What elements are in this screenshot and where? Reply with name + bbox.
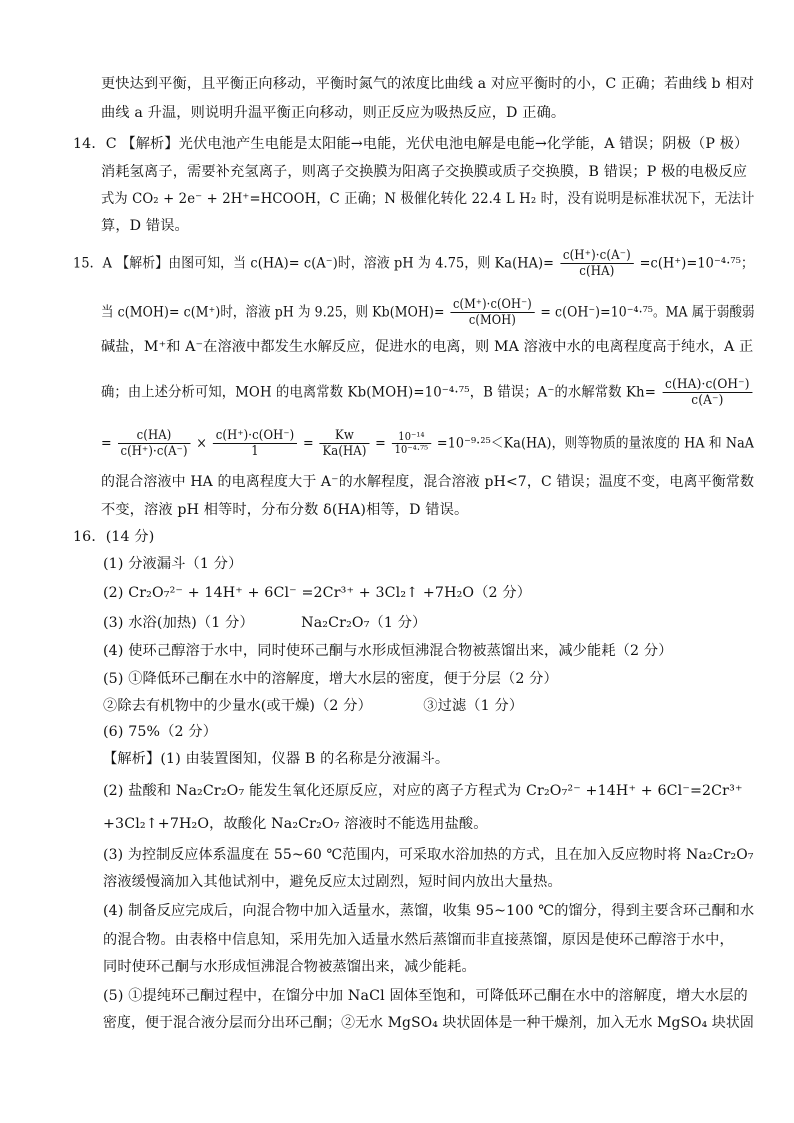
fraction-numerator: 10⁻¹⁴ [392, 431, 431, 444]
text-segment: = c(OH⁻)=10⁻⁴·⁷⁵。MA 属于弱酸弱 [540, 304, 755, 321]
answer-15-line [73, 248, 754, 279]
fraction-numerator: c(H⁺)·c(A⁻) [560, 248, 633, 264]
answer-14-line: 14．C 【解析】光伏电池产生电能是太阳能→电能，光伏电池电解是电能→化学能，A 错误；阴极（P 极） [73, 136, 749, 152]
text-line: 的混合物。由表格中信息知，采用先加入适量水然后蒸馏而非直接蒸馏，原因是使环己醇溶于水中， [103, 932, 734, 948]
fraction-denominator: c(H⁺)·c(A⁻) [120, 444, 188, 459]
text-line: (4) 使环己醇溶于水中，同时使环己酮与水形成恒沸混合物被蒸馏出来，减少能耗（2 分） [103, 643, 673, 659]
fraction-denominator: c(A⁻) [691, 393, 724, 408]
text-line [101, 428, 754, 459]
text-line: (2) Cr₂O₇²⁻ + 14H⁺ + 6Cl⁻ =2Cr³⁺ + 3Cl₂↑ +7H₂O（2 分） [103, 585, 532, 601]
equals-sign: = [303, 435, 314, 452]
fraction-numerator: c(M⁺)·c(OH⁻) [450, 297, 534, 313]
text-line [103, 613, 426, 633]
text-line: 不变，溶液 pH 相等时，分布分数 δ(HA)相等，D 错误。 [101, 502, 469, 518]
text-segment: ②除去有机物中的少量水(或干燥)（2 分） [103, 698, 372, 714]
text-line: (4) 制备反应完成后，向混合物中加入适量水，蒸馏，收集 95~100 ℃的馏分，得到主要含环己酮和水 [103, 903, 755, 919]
fraction-numerator: c(HA)·c(OH⁻) [662, 377, 752, 393]
text-line: 【解析】(1) 由装置图知，仪器 B 的名称是分液漏斗。 [103, 751, 450, 767]
text-line: 更快达到平衡，且平衡正向移动，平衡时氮气的浓度比曲线 a 对应平衡时的小，C 正确；若曲线 b 相对 [101, 76, 755, 92]
fraction-kh [662, 377, 752, 408]
text-segment: = [101, 435, 112, 452]
fraction-3 [320, 428, 369, 459]
text-line: 算，D 错误。 [101, 218, 189, 234]
text-line: 曲线 a 升温，则说明升温平衡正向移动，则正反应为吸热反应，D 正确。 [101, 105, 566, 121]
fraction-denominator: 1 [251, 444, 259, 459]
text-segment: ③过滤（1 分） [423, 698, 524, 714]
text-line: 溶液缓慢滴加入其他试剂中，避免反应太过剧烈，短时间内放出大量热。 [103, 874, 562, 890]
fraction-2 [213, 428, 297, 459]
text-line: (1) 分液漏斗（1 分） [103, 556, 243, 572]
text-line [103, 696, 523, 716]
fraction-numerator: c(HA) [118, 428, 191, 444]
text-line: (5) ①降低环己酮在水中的溶解度，增大水层的密度，便于分层（2 分） [103, 671, 558, 687]
text-segment: 15．A 【解析】由图可知，当 c(HA)= c(A⁻)时，溶液 pH 为 4.75，则 Ka(HA)= [73, 255, 555, 272]
text-line: 消耗氢离子，需要补充氢离子，则离子交换膜为阳离子交换膜或质子交换膜，B 错误；P 极的电极反应 [101, 164, 748, 180]
fraction-denominator: Ka(HA) [322, 444, 367, 459]
fraction-4 [392, 431, 431, 456]
text-line [101, 297, 755, 328]
fraction-kb [450, 297, 534, 328]
text-line [101, 377, 754, 408]
text-line: 式为 CO₂ + 2e⁻ + 2H⁺=HCOOH，C 正确；N 极催化转化 22.4 L H₂ 时，没有说明是标准状况下，无法计 [101, 191, 755, 207]
fraction-denominator: c(MOH) [468, 313, 516, 328]
equals-sign: = [375, 435, 386, 452]
text-segment: 确；由上述分析可知，MOH 的电离常数 Kb(MOH)=10⁻⁴·⁷⁵，B 错误；A⁻的水解常数 Kh= [101, 384, 657, 401]
text-line: +3Cl₂↑+7H₂O，故酸化 Na₂Cr₂O₇ 溶液时不能选用盐酸。 [103, 816, 488, 832]
text-line: 同时使环己酮与水形成恒沸混合物被蒸馏出来，减少能耗。 [103, 959, 476, 975]
text-segment: =10⁻⁹·²⁵＜Ka(HA)，则等物质的量浓度的 HA 和 NaA [436, 435, 755, 452]
fraction-denominator: 10⁻⁴·⁷⁵ [394, 443, 429, 456]
text-line: (2) 盐酸和 Na₂Cr₂O₇ 能发生氧化还原反应，对应的离子方程式为 Cr₂O₇²⁻ +14H⁺ + 6Cl⁻=2Cr³⁺ [103, 783, 743, 799]
answer-16-heading: 16．(14 分) [73, 529, 155, 545]
times-sign: × [196, 435, 208, 452]
fraction-ka [560, 248, 633, 279]
fraction-1 [118, 428, 191, 459]
fraction-numerator: c(H⁺)·c(OH⁻) [213, 428, 297, 444]
text-line: (3) 为控制反应体系温度在 55~60 ℃范围内，可采取水浴加热的方式，且在加入反应物时将 Na₂Cr₂O₇ [103, 847, 754, 863]
text-segment: =c(H⁺)=10⁻⁴·⁷⁵； [639, 255, 755, 272]
text-segment: (3) 水浴(加热)（1 分） [103, 615, 254, 631]
text-line: (5) ①提纯环己酮过程中，在馏分中加 NaCl 固体至饱和，可降低环己酮在水中的溶解度，增大水层的 [103, 988, 748, 1004]
text-segment: Na₂Cr₂O₇（1 分） [301, 615, 427, 631]
fraction-numerator: Kw [320, 428, 369, 444]
text-line: 密度，便于混合液分层而分出环己酮；②无水 MgSO₄ 块状固体是一种干燥剂，加入无水 MgSO₄ 块状固 [103, 1015, 754, 1031]
text-segment: 当 c(MOH)= c(M⁺)时，溶液 pH 为 9.25，则 Kb(MOH)= [101, 304, 445, 321]
text-line: (6) 75%（2 分） [103, 724, 218, 740]
fraction-denominator: c(HA) [579, 264, 615, 279]
text-line: 碱盐，M⁺和 A⁻在溶液中都发生水解反应，促进水的电离，则 MA 溶液中水的电离程度高于纯水，A 正 [101, 339, 754, 355]
text-line: 的混合溶液中 HA 的电离程度大于 A⁻的水解程度，混合溶液 pH<7，C 错误；温度不变，电离平衡常数 [101, 474, 755, 490]
